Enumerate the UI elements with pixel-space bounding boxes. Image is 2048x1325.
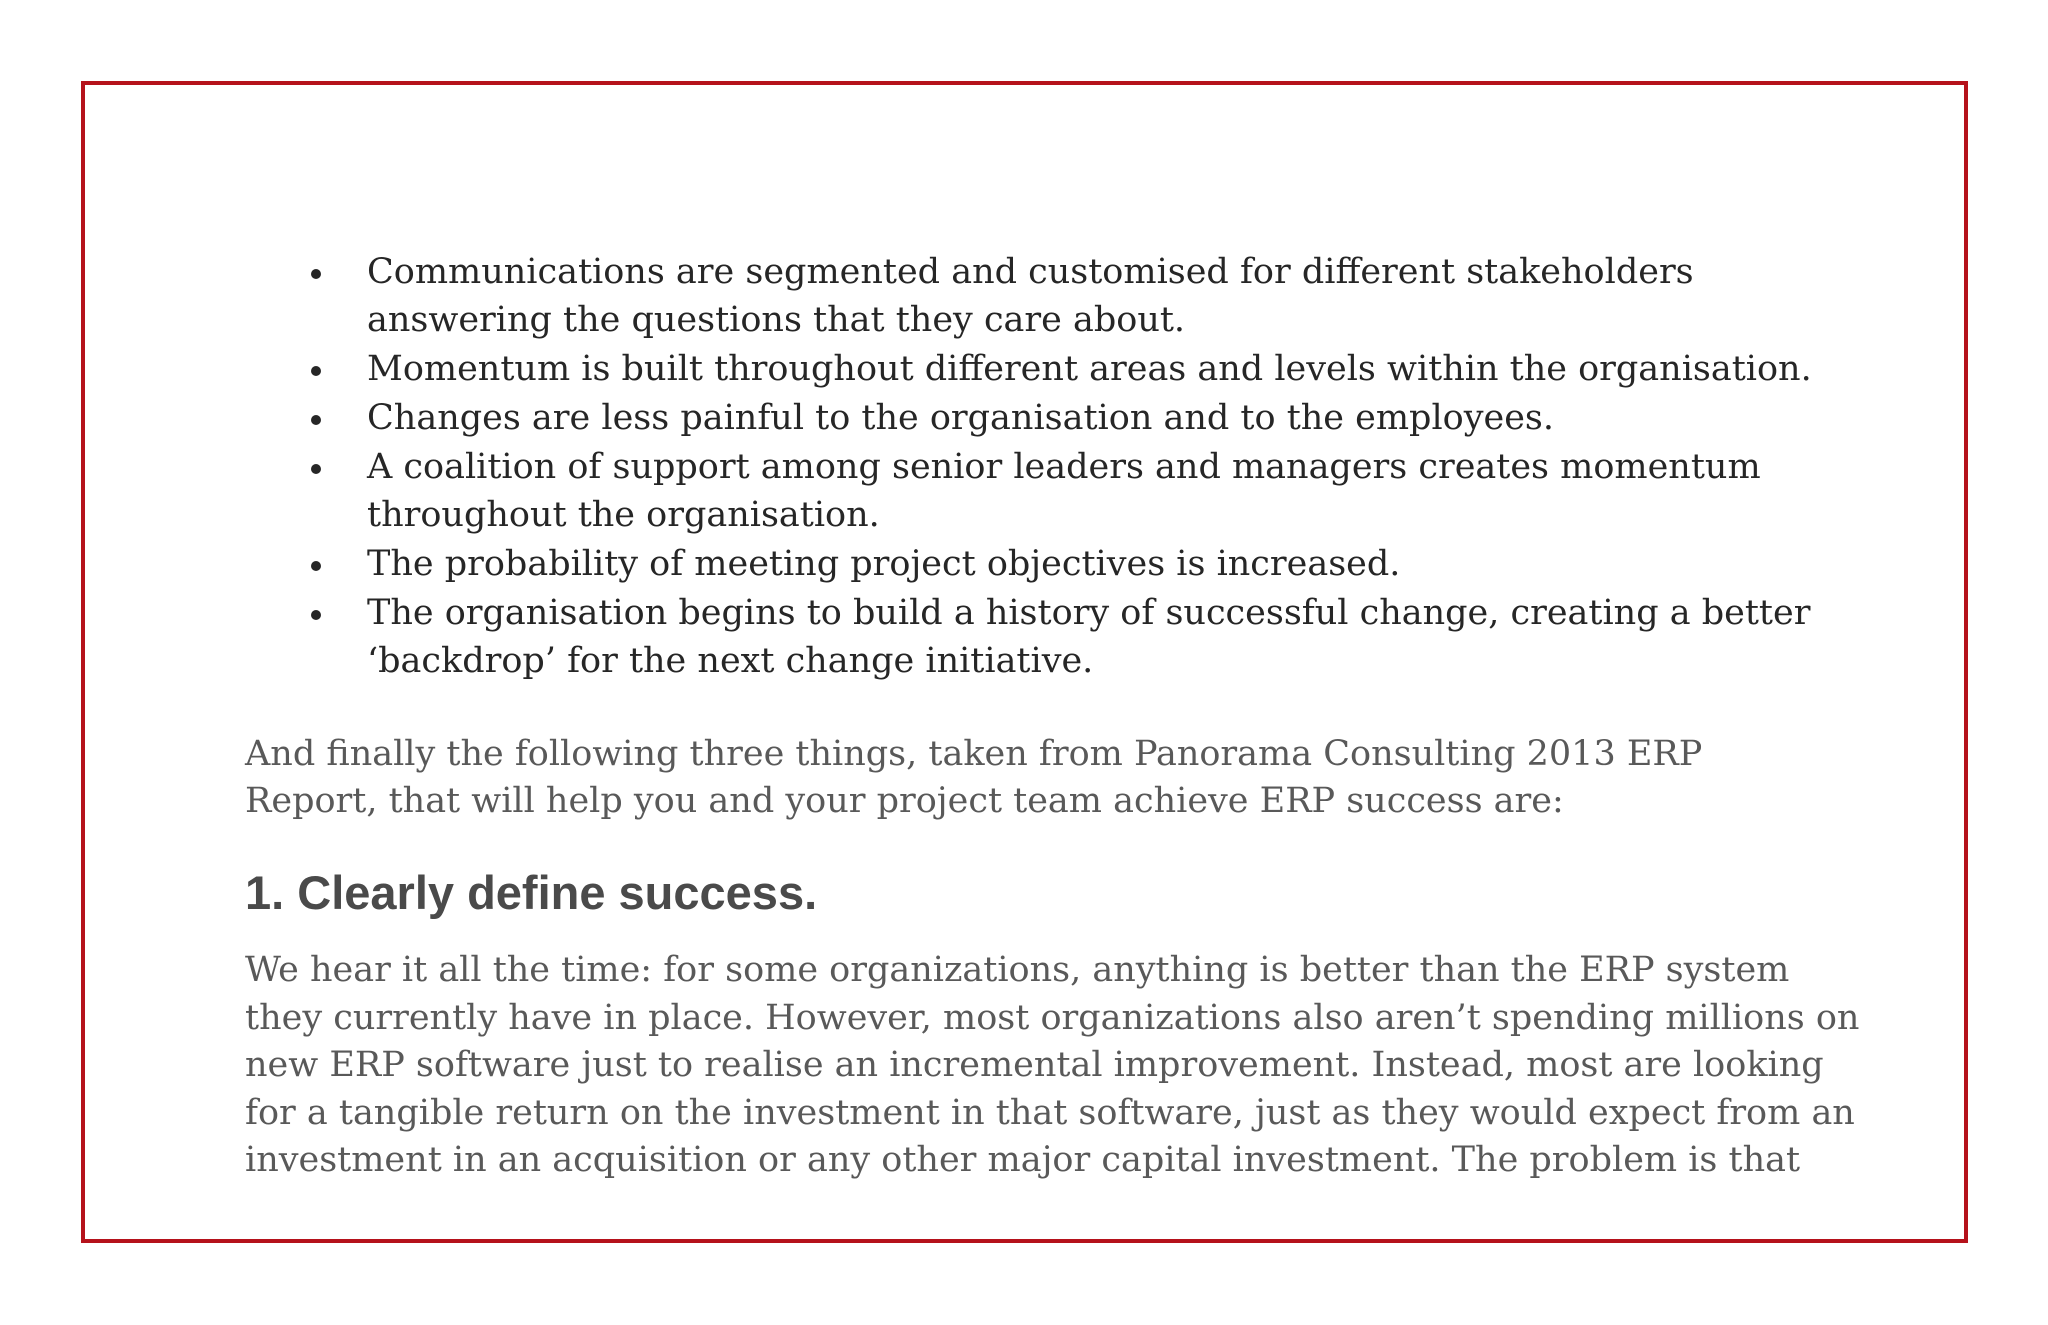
list-item-text: The probability of meeting project objectives is increased.	[367, 544, 1401, 584]
list-item	[245, 394, 1865, 442]
list-item	[245, 589, 1865, 685]
list-item	[245, 443, 1865, 539]
list-item	[245, 248, 1865, 344]
bullet-icon	[311, 366, 321, 376]
list-item-text: Changes are less painful to the organisation and to the employees.	[367, 398, 1554, 438]
list-item	[245, 540, 1865, 588]
benefits-list	[245, 248, 1865, 685]
intro-paragraph: And finally the following three things, taken from Panorama Consulting 2013 ERP Report, that will help you and your project team achieve ERP success are:	[245, 734, 1703, 821]
bullet-icon	[311, 269, 321, 279]
list-item-text: The organisation begins to build a history of successful change, creating a better ‘backdrop’ for the next change initiative.	[367, 593, 1811, 681]
list-item-text: Communications are segmented and customised for different stakeholders answering the questions that they care about.	[367, 252, 1694, 340]
document-content	[245, 248, 1865, 1185]
bullet-icon	[311, 561, 321, 571]
body-paragraph: We hear it all the time: for some organizations, anything is better than the ERP system they currently have in place. However, most organizations also aren’t spending millions on new ERP software just to realise an incremental improvement. Instead, most are looking for a tangible return on the investment in that software, just as they would expect from an investment in an acquisition or any other major capital investment. The problem is that	[245, 950, 1860, 1180]
bullet-icon	[311, 415, 321, 425]
bullet-icon	[311, 464, 321, 474]
list-item	[245, 345, 1865, 393]
list-item-text: A coalition of support among senior leaders and managers creates momentum throughout the organisation.	[367, 447, 1761, 535]
section-heading: 1. Clearly define success.	[245, 866, 818, 919]
list-item-text: Momentum is built throughout different areas and levels within the organisation.	[367, 349, 1812, 389]
bullet-icon	[311, 610, 321, 620]
document-frame	[81, 81, 1968, 1243]
